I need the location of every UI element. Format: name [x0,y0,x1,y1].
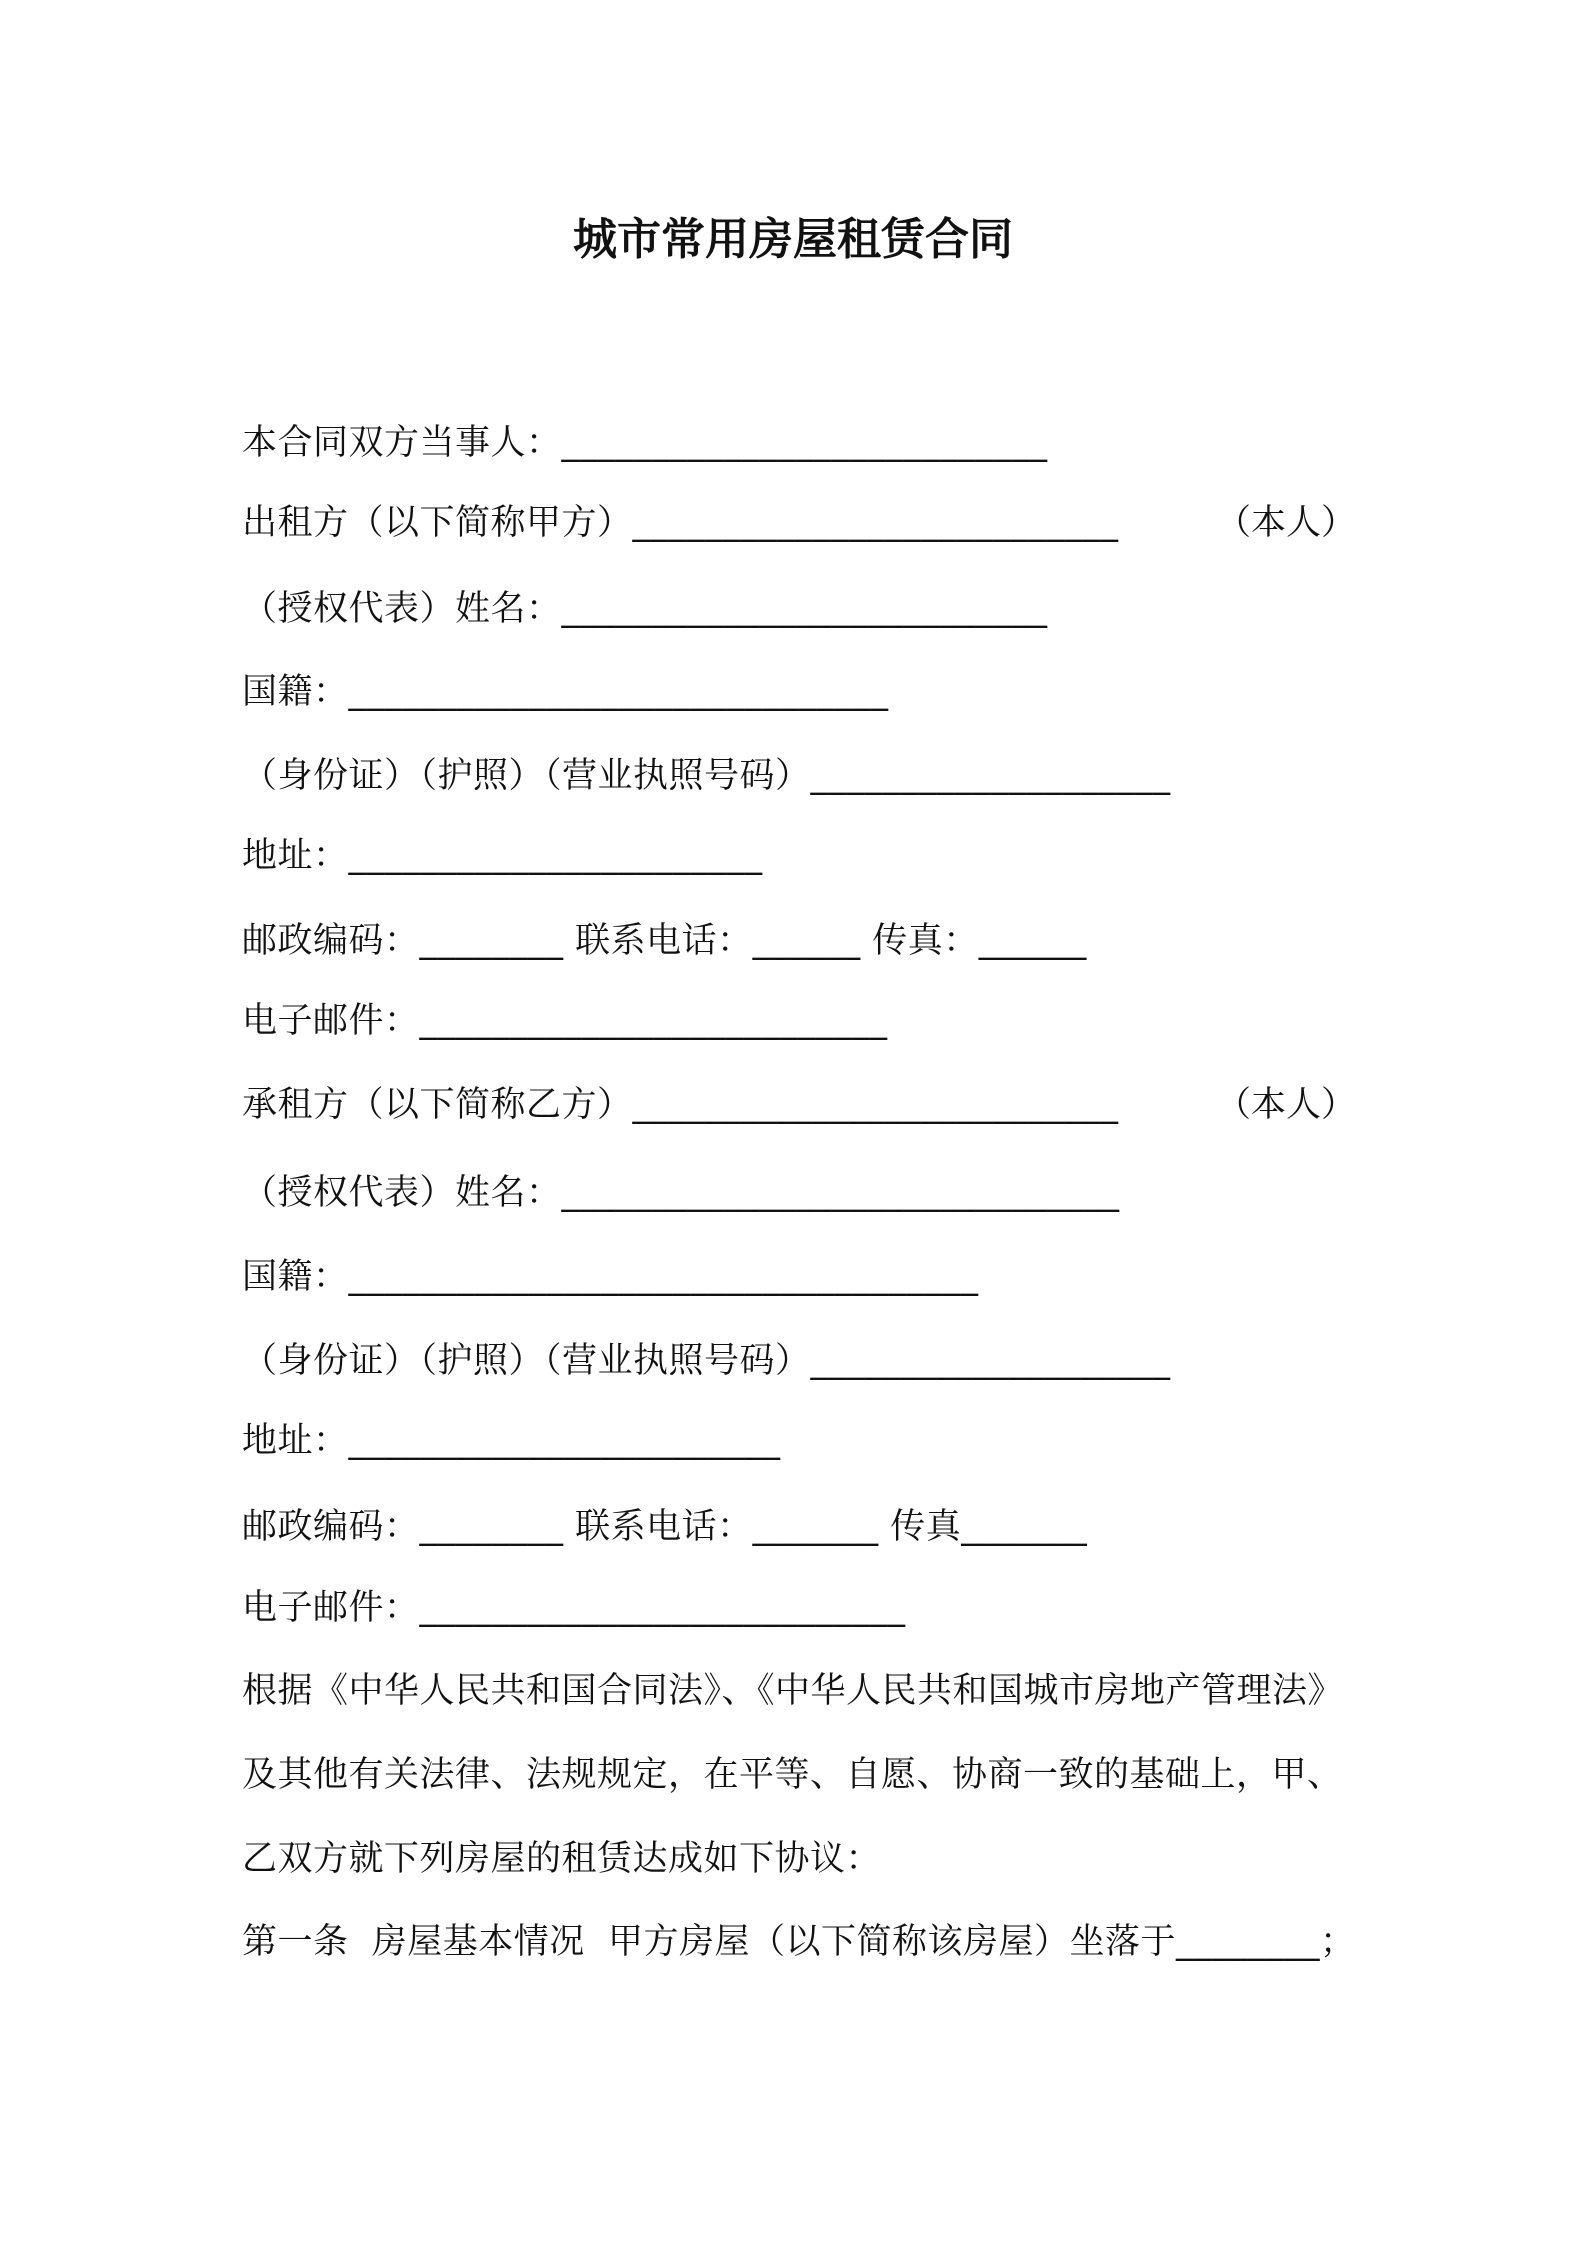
lessee-email-line: 电子邮件：___________________________ [242,1588,906,1628]
document-title: 城市常用房屋租赁合同 [573,214,1013,265]
lessee-line: 承租方（以下简称乙方）___________________________ [242,1085,1119,1125]
legal-basis-line-3: 乙双方就下列房屋的租赁达成如下协议： [242,1839,882,1879]
lessor-line: 出租方（以下简称甲方）___________________________ [242,503,1119,543]
lessor-self-mark: （本人） [1216,503,1357,543]
lessor-contact-line: 邮政编码：________ 联系电话：______ 传真：______ [242,921,1087,961]
lessee-representative-line: （授权代表）姓名：_______________________________ [242,1173,1120,1213]
lessor-id-line: （身份证）（护照）（营业执照号码）____________________ [242,756,1171,796]
parties-line: 本合同双方当事人：___________________________ [242,423,1048,463]
lessor-address-line: 地址：_______________________ [242,836,763,876]
lessee-id-line: （身份证）（护照）（营业执照号码）____________________ [242,1341,1171,1381]
legal-basis-line-1: 根据《中华人民共和国合同法》、《中华人民共和国城市房地产管理法》 [242,1671,1344,1711]
lessee-address-line: 地址：________________________ [242,1421,781,1461]
lessee-nationality-line: 国籍：___________________________________ [242,1257,979,1297]
lessor-email-line: 电子邮件：__________________________ [242,1001,888,1041]
legal-basis-line-2: 及其他有关法律、法规规定，在平等、自愿、协商一致的基础上，甲、 [242,1755,1343,1795]
lessee-contact-line: 邮政编码：________ 联系电话：_______ 传真_______ [242,1507,1088,1547]
lessor-nationality-line: 国籍：______________________________ [242,672,889,712]
article-one-line: 第一条 房屋基本情况 甲方房屋（以下简称该房屋）坐落于________； [242,1922,1356,1962]
lessor-representative-line: （授权代表）姓名：___________________________ [242,589,1048,629]
lessee-self-mark: （本人） [1216,1085,1357,1125]
